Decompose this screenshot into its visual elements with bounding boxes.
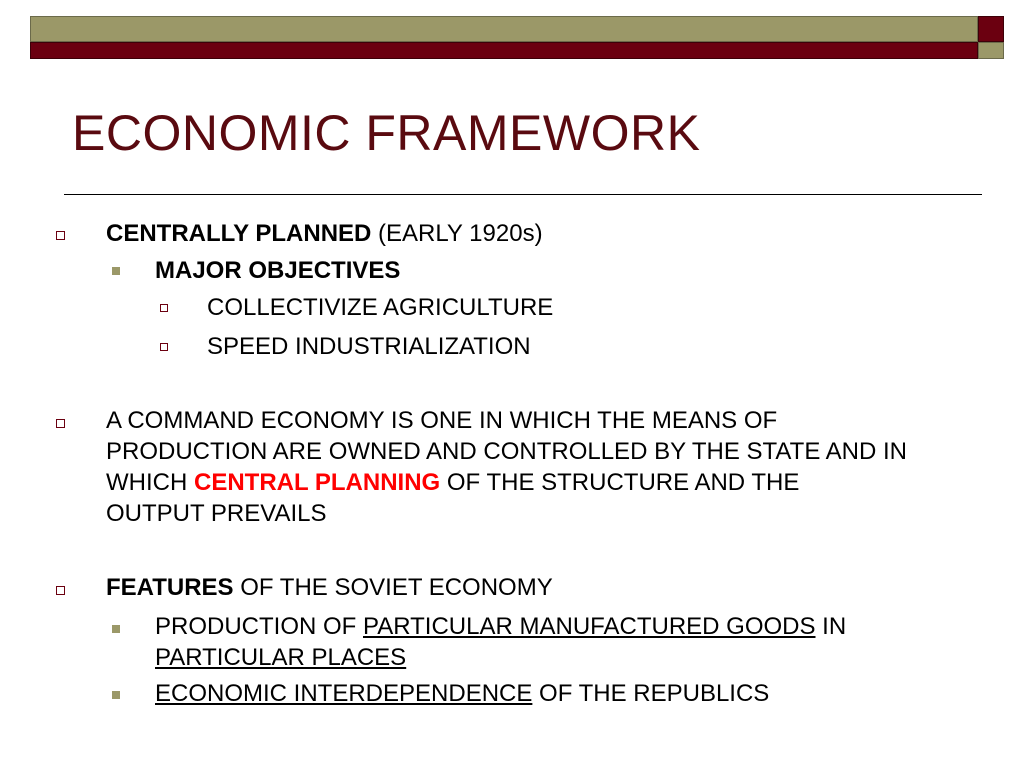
text-span: OF THE REPUBLICS — [532, 680, 770, 707]
sub-bullet-interdependence — [155, 679, 769, 709]
command-economy-line: A COMMAND ECONOMY IS ONE IN WHICH THE MEANS OF — [106, 407, 778, 434]
sub-bullet-filled-square-icon — [112, 267, 120, 275]
sub-bullet-production — [155, 612, 846, 642]
sub-bullet-major-objectives — [155, 256, 400, 286]
text-span: PRODUCTION OF — [155, 613, 363, 640]
objective-item: COLLECTIVIZE AGRICULTURE — [207, 294, 554, 321]
text-span: WHICH — [106, 469, 194, 496]
sub-bullet-filled-square-icon — [112, 691, 120, 699]
command-economy-line: OUTPUT PREVAILS — [106, 500, 327, 527]
bullet-square-icon — [56, 419, 65, 428]
sub-bullet-production-cont — [155, 643, 406, 673]
bullet-centrally-planned — [106, 219, 543, 249]
text-span: OF THE STRUCTURE AND THE — [440, 469, 800, 496]
sub-sub-bullet-square-icon — [160, 304, 168, 312]
bullet-text: (EARLY 1920s) — [371, 220, 543, 247]
sub-bullet-filled-square-icon — [112, 625, 120, 633]
objective-item: SPEED INDUSTRIALIZATION — [207, 333, 531, 360]
bullet-square-icon — [56, 586, 65, 595]
underlined-text: PARTICULAR PLACES — [155, 644, 407, 671]
slide-title: ECONOMIC FRAMEWORK — [72, 105, 701, 161]
bullet-bold-text: CENTRALLY PLANNED — [106, 220, 372, 247]
command-economy-line: PRODUCTION ARE OWNED AND CONTROLLED BY THE STATE AND IN — [106, 438, 908, 465]
underlined-text: ECONOMIC INTERDEPENDENCE — [155, 680, 533, 707]
sub-bullet-bold-text: MAJOR OBJECTIVES — [155, 257, 401, 284]
bullet-square-icon — [56, 231, 65, 240]
sub-sub-bullet-square-icon — [160, 343, 168, 351]
bullet-features — [106, 573, 553, 603]
underlined-text: PARTICULAR MANUFACTURED GOODS — [363, 613, 816, 640]
bullet-text: OF THE SOVIET ECONOMY — [233, 574, 553, 601]
command-economy-line — [106, 468, 799, 498]
central-planning-emphasis: CENTRAL PLANNING — [193, 469, 441, 496]
text-span: IN — [815, 613, 847, 640]
bullet-bold-text: FEATURES — [106, 574, 234, 601]
